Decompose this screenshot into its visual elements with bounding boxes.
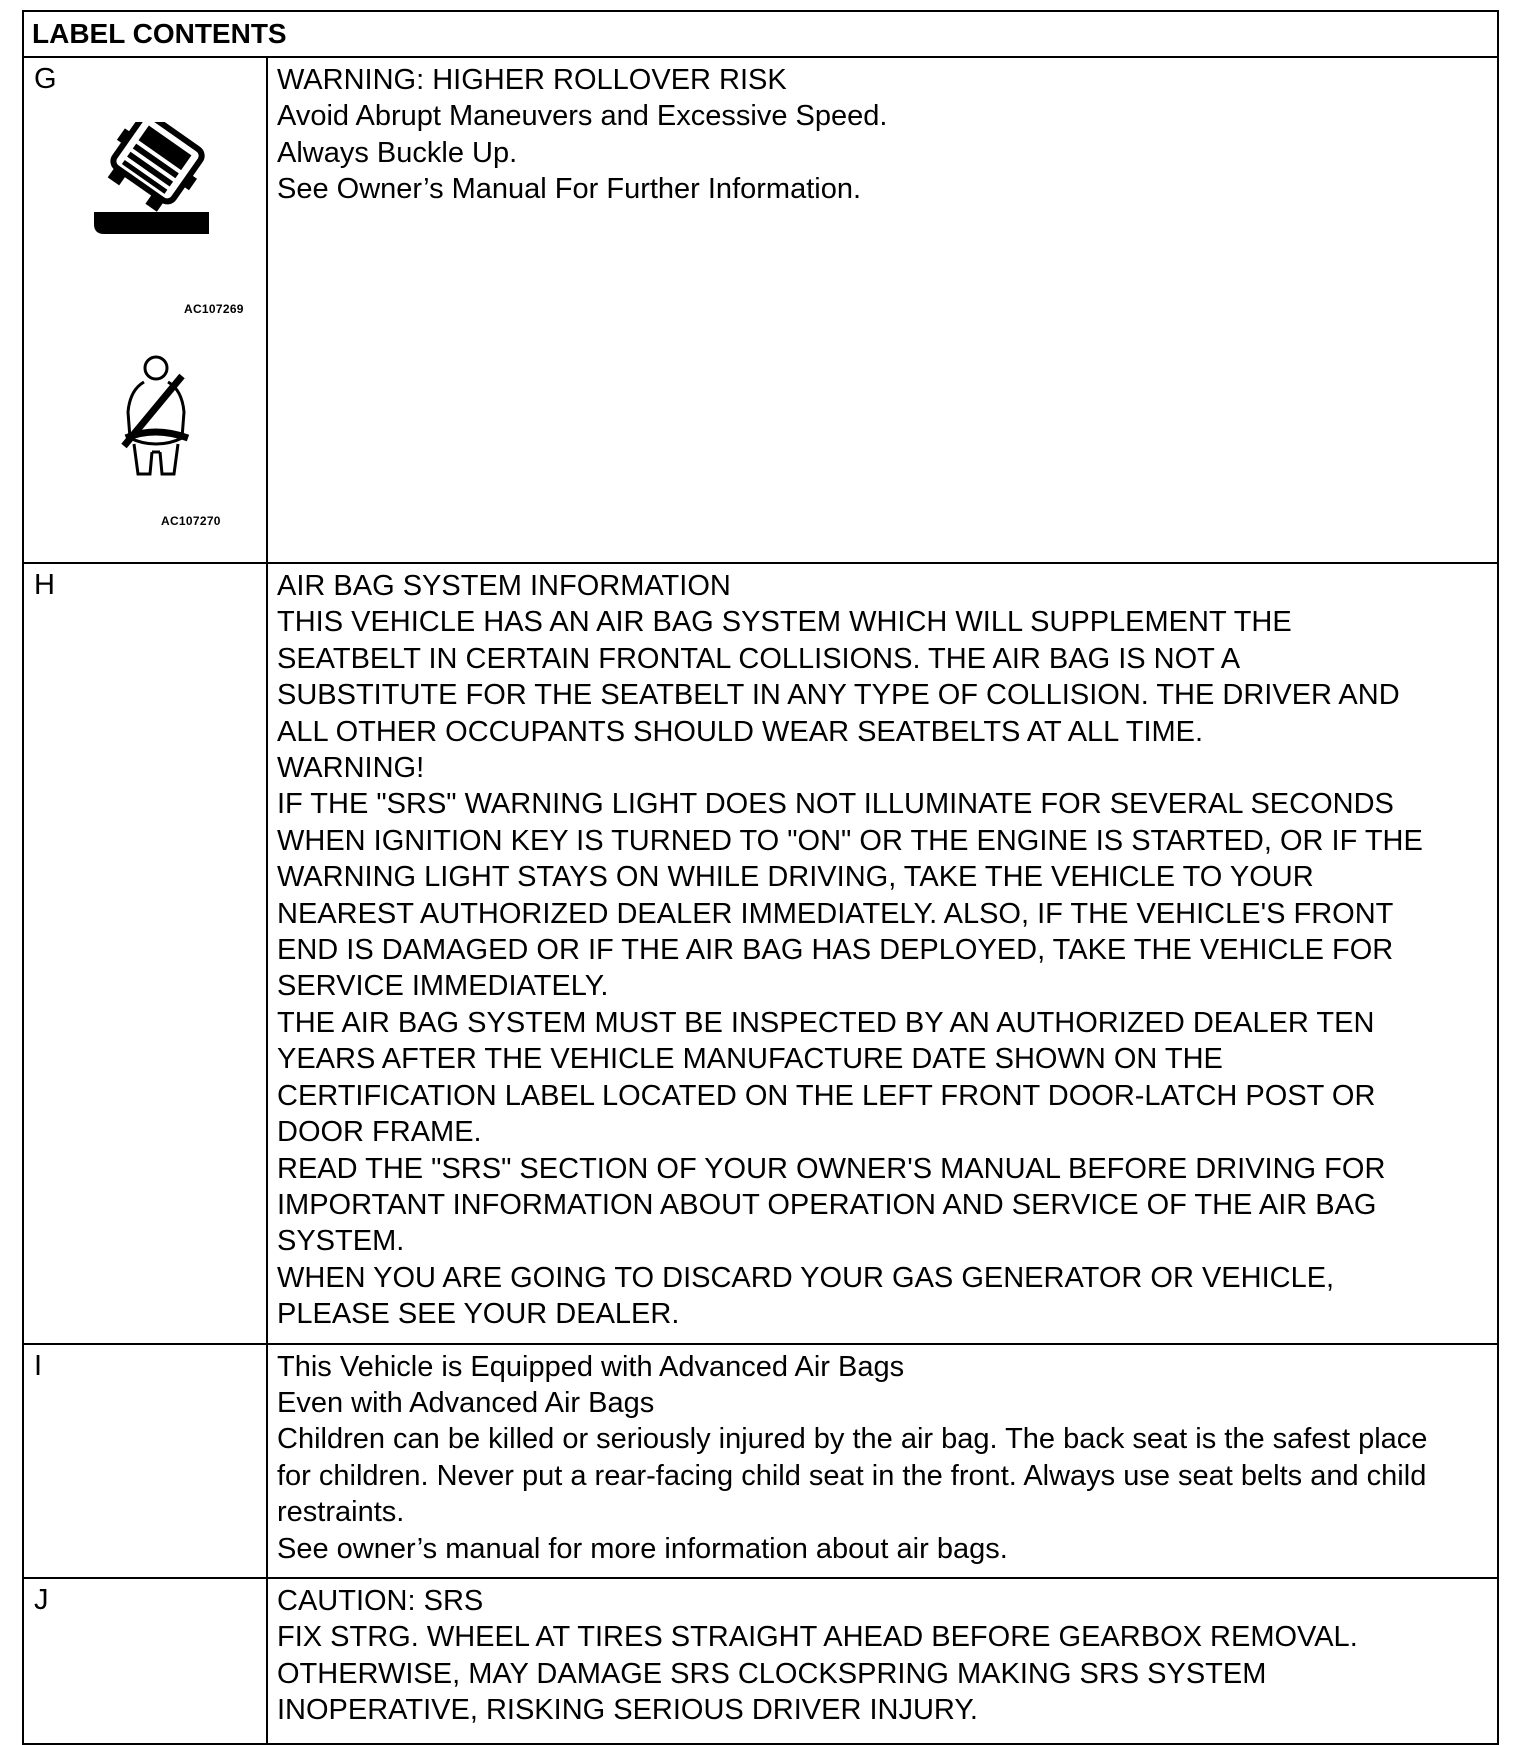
row-label-text: G bbox=[34, 63, 57, 95]
content-line: IMPORTANT INFORMATION ABOUT OPERATION AND SERVICE OF THE AIR BAG bbox=[277, 1188, 1377, 1221]
content-line: This Vehicle is Equipped with Advanced Air Bags bbox=[277, 1350, 905, 1383]
table-header: LABEL CONTENTS bbox=[23, 11, 1498, 57]
table-row-h bbox=[23, 563, 1498, 1344]
content-line: SUBSTITUTE FOR THE SEATBELT IN ANY TYPE OF COLLISION. THE DRIVER AND bbox=[277, 679, 1400, 712]
row-label: H bbox=[23, 563, 267, 1344]
rollover-icon-code: AC107269 bbox=[184, 302, 244, 316]
content-line: WARNING: HIGHER ROLLOVER RISK bbox=[277, 64, 787, 96]
content-line: END IS DAMAGED OR IF THE AIR BAG HAS DEPLOYED, TAKE THE VEHICLE FOR bbox=[277, 934, 1394, 967]
content-line: ALL OTHER OCCUPANTS SHOULD WEAR SEATBELTS AT ALL TIME. bbox=[277, 715, 1204, 748]
content-line: for children. Never put a rear-facing child seat in the front. Always use seat belts and child bbox=[277, 1459, 1427, 1492]
table-row-j bbox=[23, 1578, 1498, 1744]
content-line: PLEASE SEE YOUR DEALER. bbox=[277, 1298, 680, 1331]
row-label bbox=[23, 57, 267, 563]
content-line: Always Buckle Up. bbox=[277, 136, 518, 169]
content-line: DOOR FRAME. bbox=[277, 1116, 482, 1149]
content-line: CERTIFICATION LABEL LOCATED ON THE LEFT FRONT DOOR-LATCH POST OR bbox=[277, 1079, 1376, 1112]
content-line: THIS VEHICLE HAS AN AIR BAG SYSTEM WHICH WILL SUPPLEMENT THE bbox=[277, 606, 1292, 639]
row-content bbox=[267, 57, 1498, 563]
content-line: OTHERWISE, MAY DAMAGE SRS CLOCKSPRING MAKING SRS SYSTEM bbox=[277, 1657, 1267, 1690]
content-line: THE AIR BAG SYSTEM MUST BE INSPECTED BY AN AUTHORIZED DEALER TEN bbox=[277, 1006, 1375, 1039]
vehicle-rollover-icon bbox=[94, 122, 234, 262]
row-label: J bbox=[23, 1578, 267, 1744]
content-line: SYSTEM. bbox=[277, 1225, 405, 1258]
label-contents-table bbox=[22, 10, 1499, 1745]
row-content bbox=[267, 563, 1498, 1344]
content-line: NEAREST AUTHORIZED DEALER IMMEDIATELY. ALSO, IF THE VEHICLE'S FRONT bbox=[277, 897, 1394, 930]
content-line: READ THE "SRS" SECTION OF YOUR OWNER'S MANUAL BEFORE DRIVING FOR bbox=[277, 1152, 1386, 1185]
seatbelt-icon-code: AC107270 bbox=[161, 514, 221, 528]
content-line: YEARS AFTER THE VEHICLE MANUFACTURE DATE SHOWN ON THE bbox=[277, 1043, 1223, 1076]
content-line: See Owner’s Manual For Further Information. bbox=[277, 173, 862, 206]
table-row-i bbox=[23, 1344, 1498, 1578]
content-line: WARNING LIGHT STAYS ON WHILE DRIVING, TAKE THE VEHICLE TO YOUR bbox=[277, 861, 1314, 894]
content-line: FIX STRG. WHEEL AT TIRES STRAIGHT AHEAD BEFORE GEARBOX REMOVAL. bbox=[277, 1621, 1358, 1654]
content-line: INOPERATIVE, RISKING SERIOUS DRIVER INJURY. bbox=[277, 1694, 978, 1727]
content-line: Children can be killed or seriously injured by the air bag. The back seat is the safest place bbox=[277, 1423, 1428, 1456]
seatbelt-icon bbox=[104, 352, 204, 482]
content-line: SERVICE IMMEDIATELY. bbox=[277, 970, 609, 1003]
content-line: WHEN YOU ARE GOING TO DISCARD YOUR GAS GENERATOR OR VEHICLE, bbox=[277, 1261, 1335, 1294]
content-line: IF THE "SRS" WARNING LIGHT DOES NOT ILLUMINATE FOR SEVERAL SECONDS bbox=[277, 788, 1394, 821]
content-line: SEATBELT IN CERTAIN FRONTAL COLLISIONS. THE AIR BAG IS NOT A bbox=[277, 642, 1241, 675]
table-row-g bbox=[23, 57, 1498, 563]
content-line: WHEN IGNITION KEY IS TURNED TO "ON" OR THE ENGINE IS STARTED, OR IF THE bbox=[277, 824, 1423, 857]
content-line: See owner’s manual for more information about air bags. bbox=[277, 1532, 1008, 1565]
label-icons bbox=[34, 62, 266, 542]
content-line: Even with Advanced Air Bags bbox=[277, 1386, 655, 1419]
table-header-row bbox=[23, 11, 1498, 57]
row-label: I bbox=[23, 1344, 267, 1578]
content-line: restraints. bbox=[277, 1496, 405, 1529]
content-line: Avoid Abrupt Maneuvers and Excessive Speed. bbox=[277, 100, 888, 133]
content-line: CAUTION: SRS bbox=[277, 1584, 484, 1617]
row-content bbox=[267, 1344, 1498, 1578]
content-line: AIR BAG SYSTEM INFORMATION bbox=[277, 570, 731, 602]
row-content bbox=[267, 1578, 1498, 1744]
content-line: WARNING! bbox=[277, 752, 425, 785]
